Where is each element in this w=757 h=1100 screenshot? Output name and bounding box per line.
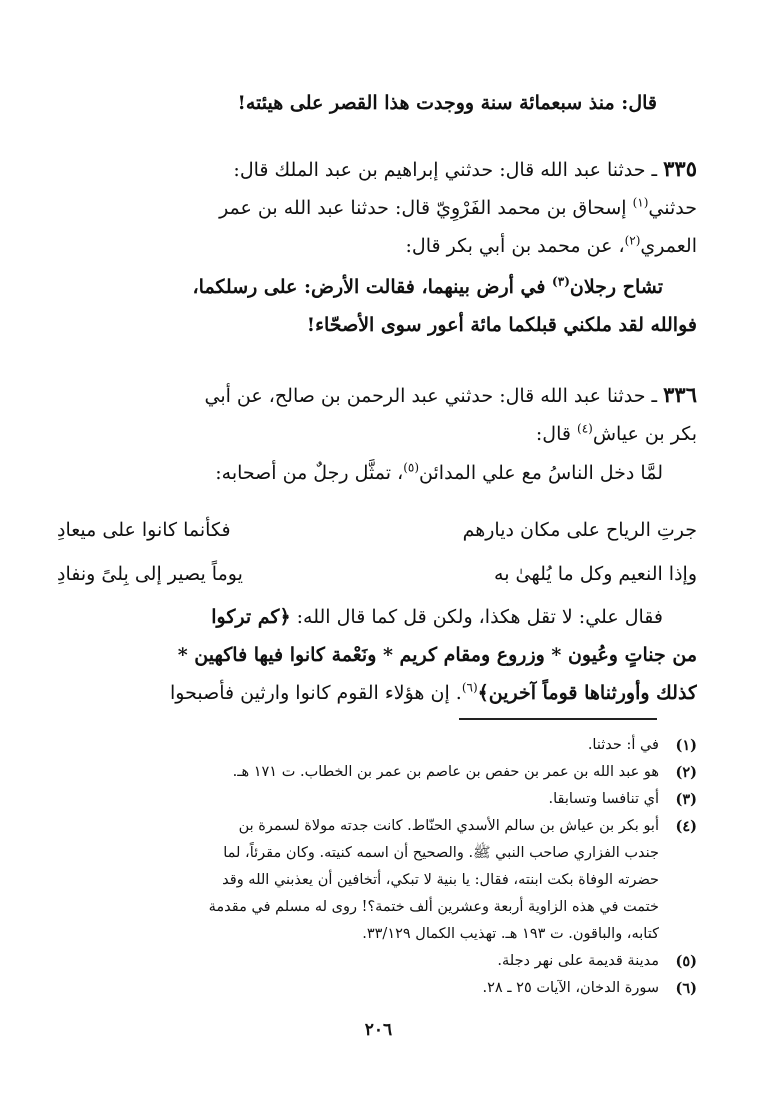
paragraph-335-text: تشاح رجلان$^{(٣)}$ في أرض بينهما، فقالت الأرض: على رسلكما، فوالله لقد ملكني قبلكما مائة أعور سوى الأصحّاء! (192, 274, 697, 336)
footnote-number: (٢) (675, 764, 697, 781)
poem (57, 508, 697, 596)
footnote-number: (٣) (675, 791, 697, 808)
top-line: قال: منذ سبعمائة سنة ووجدت هذا القصر على هيئته! (237, 92, 657, 114)
footnote-number: (٤) (675, 818, 697, 835)
quran-quote: كذلك وأورثناها قوماً آخرين﴾ (477, 682, 697, 704)
footnote-number: (٦) (675, 980, 697, 997)
poem-hemistich: جرتِ الرياح على مكان ديارهم (462, 519, 697, 541)
footnote-number: (٥) (675, 953, 697, 970)
page-number: ٢٠٦ (364, 1020, 393, 1040)
poem-hemistich: يوماً يصير إلى بِلىً ونفادِ (57, 563, 243, 585)
poem-verse (57, 508, 697, 552)
closing-paragraph: فقال علي: لا تقل هكذا، ولكن قل كما قال الله: ﴿كم تركوا من جناتٍ وعُيون * وزروع ومقام كريم * ونَعْمة كانوا فيها فاكهين * كذلك وأورثناها قوماً آخرين﴾$^{(٦)}$. إن هؤلاء القوم كانوا وارثين فأصبحوا (57, 598, 697, 712)
footnote-ref: (٣) (552, 274, 570, 289)
paragraph-336: ٣٣٦ ـ حدثنا عبد الله قال: حدثني عبد الرحمن بن صالح، عن أبي بكر بن عياش$^{(٤)}$ قال: (204, 382, 697, 445)
paragraph-number: ٣٣٥ (663, 156, 697, 181)
footnote-ref: (٤) (577, 421, 593, 436)
footnote-number: (١) (675, 737, 697, 754)
poem-intro: لمَّا دخل الناسُ مع علي المدائن$^{(٥)}$، تمثَّل رجلٌ من أصحابه: (215, 460, 663, 484)
footnote: (٥) مدينة قديمة على نهر دجلة. (57, 948, 697, 975)
poem-hemistich: فكأنما كانوا على ميعادِ (57, 519, 231, 541)
quran-quote: ﴿كم تركوا (211, 606, 291, 628)
footnote: (٦) سورة الدخان، الآيات ٢٥ ـ ٢٨. (57, 975, 697, 1002)
paragraph-number: ٣٣٦ (663, 382, 697, 407)
footnote-ref: (٦) (461, 680, 478, 695)
quran-quote: من جناتٍ وعُيون * وزروع ومقام كريم * ونَعْمة كانوا فيها فاكهين * (177, 644, 697, 666)
footnote-ref: (١) (632, 195, 649, 210)
footnote: (٣) أي تنافسا وتسابقا. (57, 786, 697, 813)
poem-verse (57, 552, 697, 596)
poem-hemistich: وإذا النعيم وكل ما يُلهىٰ به (494, 563, 697, 585)
footnote: (٢) هو عبد الله بن عمر بن حفص بن عاصم بن عمر بن الخطاب. ت ١٧١ هـ. (57, 759, 697, 786)
paragraph-335: ٣٣٥ ـ حدثنا عبد الله قال: حدثني إبراهيم بن عبد الملك قال: حدثني$^{(١)}$ إسحاق بن محمد الفَرْوِيّ قال: حدثنا عبد الله بن عمر العمري$^{(٢)}$، عن محمد بن أبي بكر قال: (219, 156, 697, 257)
footnote: (١) في أ: حدثنا. (57, 732, 697, 759)
footnote-ref: (٥) (403, 460, 420, 475)
footnotes (57, 732, 697, 1002)
footnote-divider (459, 718, 657, 720)
footnote-ref: (٢) (624, 233, 641, 248)
footnote: (٤) أبو بكر بن عياش بن سالم الأسدي الحنّاط. كانت جدته مولاة لسمرة بن جندب الفزاري صاحب النبي ﷺ. والصحيح أن اسمه كنيته. وكان مقرئاً، لما حضرته الوفاة بكت ابنته، فقال: يا بنية لا تبكي، أتخافين أن يعذبني الله وقد ختمت في هذه الزاوية أربعة وعشرين ألف ختمة؟! روى له مسلم في مقدمة كتابه، والباقون. ت ١٩٣ هـ. تهذيب الكمال ٣٣/١٢٩. (57, 813, 697, 948)
